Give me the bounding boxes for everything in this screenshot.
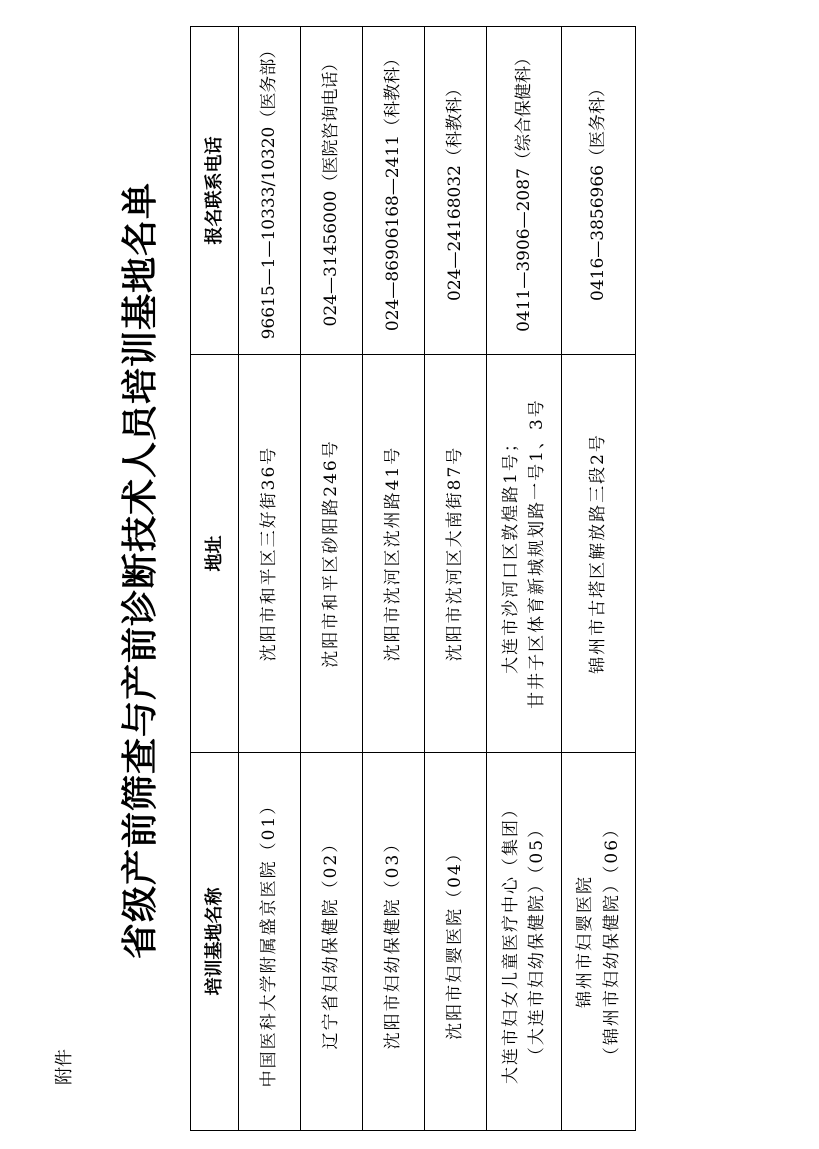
phone-cell: 024—86906168—2411（科教科） <box>363 27 425 355</box>
phone-cell: 96615—1—10333/10320（医务部） <box>239 27 301 355</box>
base-name-sub: （锦州市妇幼保健院）（06） <box>601 818 622 1065</box>
table-row <box>363 27 425 1131</box>
phone-cell: 024—24168032（科教科） <box>425 27 487 355</box>
address-cell <box>301 355 363 753</box>
address-cell <box>562 355 636 753</box>
base-name: 中国医科大学附属盛京医院（01） <box>259 795 280 1088</box>
annex-label: 附件 <box>54 1049 75 1085</box>
address-line-2: 甘井子区体育新城规划路一号1、3号 <box>527 398 547 709</box>
document-title: 省级产前筛查与产前诊断技术人员培训基地名单 <box>119 181 161 959</box>
address-cell <box>487 355 562 753</box>
header-phone: 报名联系电话 <box>191 27 239 355</box>
base-name-cell <box>487 753 562 1131</box>
base-name-sub: （大连市妇幼保健院）（05） <box>527 818 547 1065</box>
base-name-cell <box>239 753 301 1131</box>
table-row <box>562 27 636 1131</box>
base-name-cell <box>562 753 636 1131</box>
address-cell <box>239 355 301 753</box>
table-row <box>425 27 487 1131</box>
header-name: 培训基地名称 <box>191 753 239 1131</box>
address: 大连市沙河口区敦煌路1号； <box>500 433 521 674</box>
base-name: 沈阳市妇婴医院（04） <box>445 843 466 1040</box>
base-name: 锦州市妇婴医院 <box>575 875 596 1008</box>
address: 沈阳市沈河区沈州路41号 <box>383 445 404 662</box>
address-cell <box>425 355 487 753</box>
base-name-cell <box>301 753 363 1131</box>
table-row <box>239 27 301 1131</box>
base-name: 大连市妇女儿童医疗中心（集团） <box>500 799 521 1084</box>
base-name-cell <box>363 753 425 1131</box>
address: 锦州市古塔区解放路三段2号 <box>588 433 609 674</box>
table-row <box>301 27 363 1131</box>
address-cell <box>363 355 425 753</box>
base-name: 辽宁省妇幼保健院（02） <box>321 833 342 1050</box>
address: 沈阳市和平区砂阳路246号 <box>321 439 342 668</box>
base-name: 沈阳市妇幼保健院（03） <box>383 833 404 1050</box>
address: 沈阳市沈河区大南街87号 <box>445 445 466 662</box>
table-row <box>487 27 562 1131</box>
phone-cell: 024—31456000（医院咨询电话） <box>301 27 363 355</box>
table-header-row <box>191 27 239 1131</box>
header-address: 地址 <box>191 355 239 753</box>
training-base-table <box>190 26 636 1131</box>
base-name-cell <box>425 753 487 1131</box>
phone-cell: 0411—3906—2087（综合保健科） <box>487 27 562 355</box>
phone-cell: 0416—3856966（医务科） <box>562 27 636 355</box>
address: 沈阳市和平区三好街36号 <box>259 445 280 662</box>
